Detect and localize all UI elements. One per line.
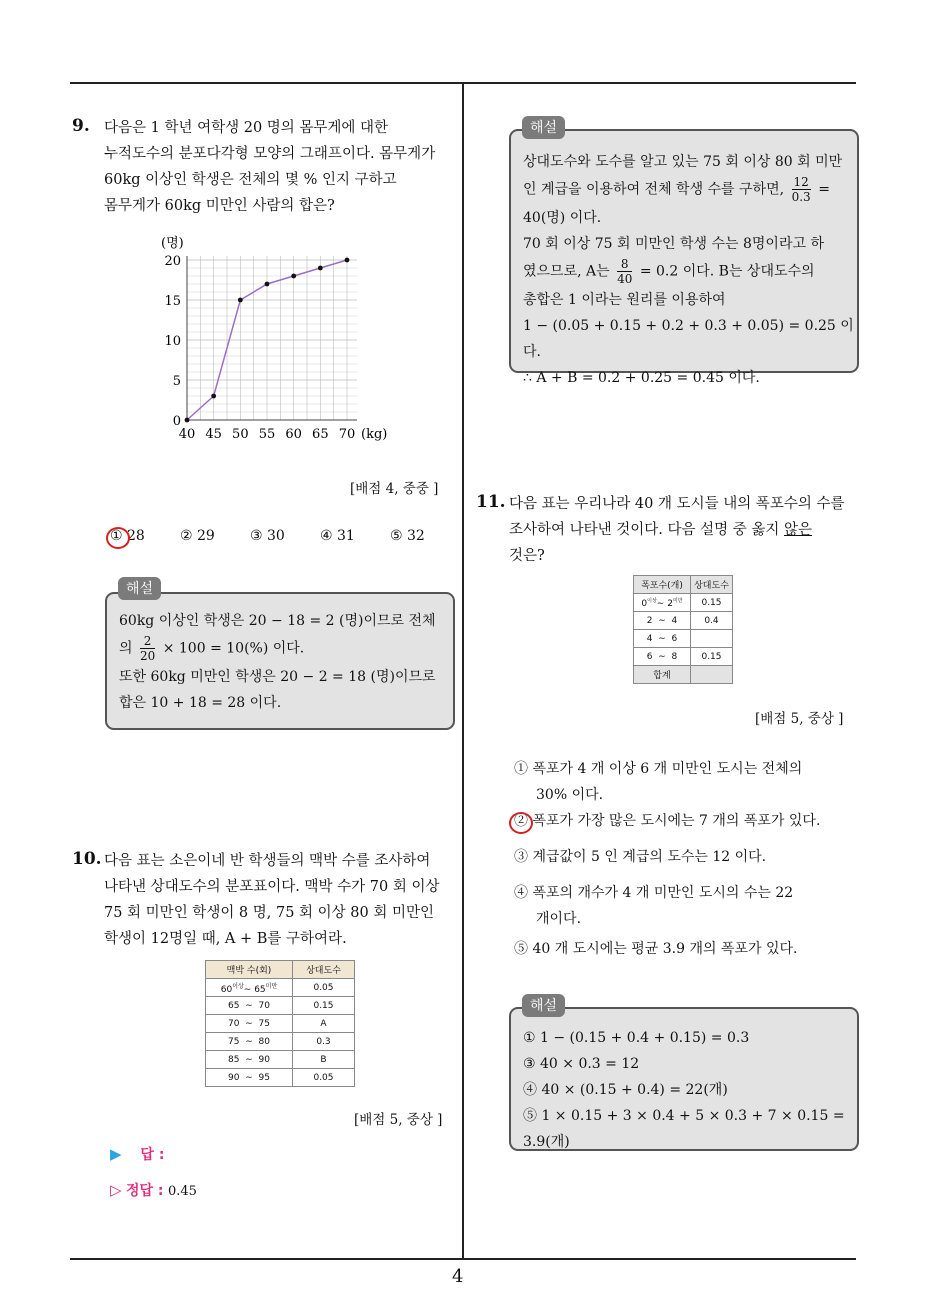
solution-line: 70 회 이상 75 회 미만인 학생 수는 8명이라고 하 <box>523 236 824 252</box>
correct-value: 0.45 <box>167 1184 197 1199</box>
choice-4[interactable]: ④ 31 <box>320 528 355 544</box>
solution-tag: 해설 <box>522 116 565 139</box>
solution-line: ④ 40 × (0.15 + 0.4) = 22(개) <box>523 1082 728 1098</box>
correct-label: 정답 : <box>126 1183 164 1199</box>
choice-5[interactable]: ⑤ 40 개 도시에는 평균 3.9 개의 폭포가 있다. <box>514 941 798 957</box>
data-point <box>291 274 296 279</box>
question-11-solution-box <box>509 1007 859 1151</box>
table-header: 상대도수 <box>293 961 355 979</box>
fraction: $\frac{2}{20}$ <box>139 634 156 663</box>
page-number: 4 <box>452 1266 464 1287</box>
solution-line: 60kg 이상인 학생은 20 − 18 = 2 (명)이므로 전체 <box>119 613 436 629</box>
question-9-solution-box <box>105 592 455 730</box>
choice-2[interactable]: ② 29 <box>180 528 215 544</box>
play-arrow-icon: ▶ <box>110 1145 122 1163</box>
x-tick-label: 70 <box>338 427 356 442</box>
fraction: $\frac{12}{0.3}$ <box>791 175 811 204</box>
choice-3[interactable]: ③ 30 <box>250 528 285 544</box>
underlined-word: 않은 <box>784 522 813 538</box>
table-row: 2 ∼ 4 0.4 <box>634 612 733 630</box>
question-10-text <box>104 848 464 952</box>
data-point <box>265 282 270 287</box>
solution-tag: 해설 <box>522 994 565 1017</box>
y-tick-label: 0 <box>172 414 181 429</box>
question-10-number: 10. <box>72 849 102 869</box>
x-axis-label: (kg) <box>361 427 388 442</box>
choice-1[interactable]: ① 28 <box>110 528 145 544</box>
table-header: 상대도수 <box>691 576 733 594</box>
table-row: $0^{이상}\sim$ $2^{미만}$ 0.15 <box>634 594 733 612</box>
column-divider <box>462 82 464 1259</box>
choice-1[interactable]: ① 폭포가 4 개 이상 6 개 미만인 도시는 전체의 <box>514 761 803 777</box>
choice-2[interactable]: ② 폭포가 가장 많은 도시에는 7 개의 폭포가 있다. <box>514 813 821 829</box>
cumulative-frequency-chart <box>150 228 410 448</box>
solution-line: 총합은 1 이라는 원리를 이용하여 <box>523 292 726 308</box>
question-11-score: [배점 5, 중상 ] <box>755 711 844 727</box>
question-line: 다음 표는 소은이네 반 학생들의 맥박 수를 조사하여 <box>104 853 431 869</box>
fraction: $\frac{8}{40}$ <box>617 257 633 286</box>
x-tick-label: 55 <box>258 427 276 442</box>
choice-3[interactable]: ③ 계급값이 5 인 계급의 도수는 12 이다. <box>514 849 767 865</box>
answer-mark-circle <box>106 527 130 549</box>
y-tick-label: 5 <box>172 374 181 389</box>
question-9-score: [배점 4, 중중 ] <box>350 481 439 497</box>
x-tick-label: 50 <box>232 427 249 442</box>
question-9-number: 9. <box>72 116 90 136</box>
question-line: 60kg 이상인 학생은 전체의 몇 % 인지 구하고 <box>104 172 397 188</box>
answer-mark-circle <box>509 812 533 834</box>
table-header: 폭포수(개) <box>634 576 691 594</box>
question-10-score: [배점 5, 중상 ] <box>354 1112 443 1128</box>
solution-line: 합은 10 + 18 = 28 이다. <box>119 695 282 711</box>
question-9-text <box>104 115 464 219</box>
solution-line: ∴ A + B = 0.2 + 0.25 = 0.45 이다. <box>523 370 760 386</box>
solution-line: 40(명) 이다. <box>523 210 602 226</box>
table-header: 맥박 수(회) <box>206 961 293 979</box>
choice-1-continued[interactable]: 30% 이다. <box>536 787 604 803</box>
hollow-arrow-icon: ▷ <box>110 1181 122 1199</box>
y-tick-label: 20 <box>164 254 181 269</box>
question-line: 다음은 1 학년 여학생 20 명의 몸무게에 대한 <box>104 120 389 136</box>
y-tick-label: 10 <box>164 334 181 349</box>
solution-line: ⑤ 1 × 0.15 + 3 × 0.4 + 5 × 0.3 + 7 × 0.15 = 3.9(개) <box>523 1108 845 1150</box>
table-row: 70 ∼ 75 A <box>206 1015 355 1033</box>
x-tick-label: 60 <box>285 427 302 442</box>
question-11-text <box>509 491 859 569</box>
answer-row <box>110 1144 164 1164</box>
waterfall-frequency-table <box>633 575 733 684</box>
data-point <box>238 298 243 303</box>
solution-line-fraction: 의 $\frac{2}{20}$ × 100 = 10(%) 이다. <box>119 634 305 663</box>
question-line: 나타낸 상대도수의 분포표이다. 맥박 수가 70 회 이상 <box>104 879 440 895</box>
question-line: 것은? <box>509 548 545 564</box>
choice-5[interactable]: ⑤ 32 <box>390 528 425 544</box>
question-10-solution-box <box>509 129 859 386</box>
data-point <box>318 266 323 271</box>
question-11-choices <box>514 756 859 962</box>
data-point <box>345 258 350 263</box>
solution-line-fraction: 인 계급을 이용하여 전체 학생 수를 구하면, $\frac{12}{0.3}$ = <box>523 175 830 204</box>
solution-line: ③ 40 × 0.3 = 12 <box>523 1056 640 1072</box>
x-tick-label: 45 <box>205 427 222 442</box>
choice-4-continued[interactable]: 개이다. <box>536 911 582 927</box>
table-row: 65 ∼ 70 0.15 <box>206 997 355 1015</box>
question-line: 75 회 미만인 학생이 8 명, 75 회 이상 80 회 미만인 <box>104 905 434 921</box>
x-tick-label: 65 <box>312 427 329 442</box>
data-point <box>211 394 216 399</box>
question-line: 조사하여 나타낸 것이다. 다음 설명 중 옳지 않은 <box>509 522 813 538</box>
data-point <box>185 418 190 423</box>
y-tick-label: 15 <box>164 294 181 309</box>
table-row: $60^{이상}\sim$ $65^{미만}$ 0.05 <box>206 979 355 997</box>
answer-label: 답 : <box>140 1147 165 1163</box>
table-row: 6 ∼ 8 0.15 <box>634 648 733 666</box>
question-11-number: 11. <box>476 492 506 512</box>
table-row: 4 ∼ 6 <box>634 630 733 648</box>
choice-4[interactable]: ④ 폭포의 개수가 4 개 미만인 도시의 수는 22 <box>514 885 794 901</box>
table-row: 합계 <box>634 666 733 684</box>
solution-line: ① 1 − (0.15 + 0.4 + 0.15) = 0.3 <box>523 1030 750 1046</box>
solution-line: 또한 60kg 미만인 학생은 20 − 2 = 18 (명)이므로 <box>119 669 436 685</box>
solution-line: 상대도수와 도수를 알고 있는 75 회 이상 80 회 미만 <box>523 154 843 170</box>
solution-line: 1 − (0.05 + 0.15 + 0.2 + 0.3 + 0.05) = 0.25 이다. <box>523 318 854 360</box>
solution-tag: 해설 <box>118 577 161 600</box>
question-line: 누적도수의 분포다각형 모양의 그래프이다. 몸무게가 <box>104 146 436 162</box>
question-line: 학생이 12명일 때, A + B를 구하여라. <box>104 931 347 947</box>
table-row: 85 ∼ 90 B <box>206 1051 355 1069</box>
table-row: 75 ∼ 80 0.3 <box>206 1033 355 1051</box>
x-tick-label: 40 <box>178 427 196 442</box>
y-axis-label: (명) <box>161 236 184 251</box>
question-9-choices <box>110 528 450 550</box>
question-line: 다음 표는 우리나라 40 개 도시들 내의 폭포수의 수를 <box>509 496 845 512</box>
correct-answer-row <box>110 1180 197 1200</box>
bottom-rule <box>70 1258 856 1260</box>
table-row: 90 ∼ 95 0.05 <box>206 1069 355 1087</box>
solution-line-fraction: 였으므로, A는 $\frac{8}{40}$ = 0.2 이다. B는 상대도수의 <box>523 257 815 286</box>
pulse-frequency-table <box>205 960 355 1087</box>
question-line: 몸무게가 60kg 미만인 사람의 합은? <box>104 198 335 214</box>
